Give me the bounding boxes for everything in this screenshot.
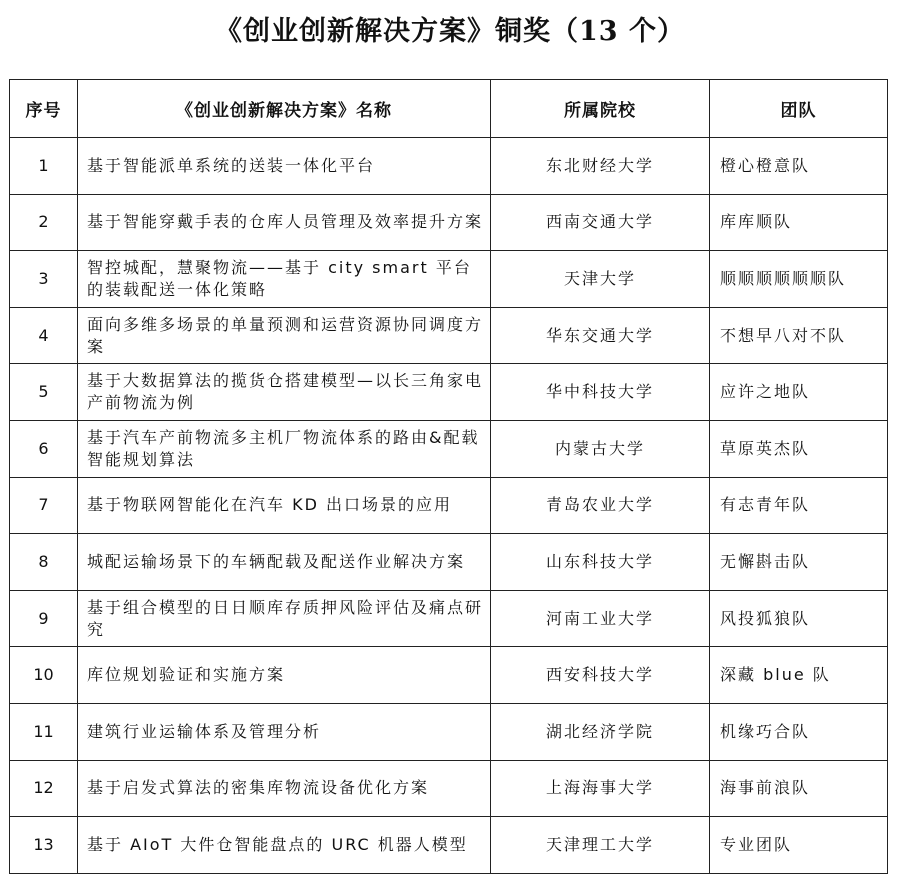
row-team: 有志青年队 — [710, 477, 888, 534]
table-header-row — [10, 80, 888, 138]
table-row — [10, 534, 888, 591]
row-team: 橙心橙意队 — [710, 138, 888, 195]
row-index: 6 — [10, 420, 78, 477]
row-team: 草原英杰队 — [710, 420, 888, 477]
row-solution-name: 基于汽车产前物流多主机厂物流体系的路由&配载智能规划算法 — [78, 420, 491, 477]
row-solution-name: 基于智能派单系统的送装一体化平台 — [78, 138, 491, 195]
table-row — [10, 590, 888, 647]
row-team: 专业团队 — [710, 817, 888, 874]
row-solution-name: 基于组合模型的日日顺库存质押风险评估及痛点研究 — [78, 590, 491, 647]
row-team: 不想早八对不队 — [710, 307, 888, 364]
row-solution-name: 智控城配，慧聚物流——基于 city smart 平台的装载配送一体化策略 — [78, 251, 491, 308]
header-index: 序号 — [10, 80, 78, 138]
row-index: 7 — [10, 477, 78, 534]
row-school: 华东交通大学 — [491, 307, 710, 364]
row-school: 湖北经济学院 — [491, 703, 710, 760]
table-row — [10, 703, 888, 760]
row-solution-name: 基于物联网智能化在汽车 KD 出口场景的应用 — [78, 477, 491, 534]
row-index: 8 — [10, 534, 78, 591]
row-school: 天津大学 — [491, 251, 710, 308]
row-team: 深藏 blue 队 — [710, 647, 888, 704]
row-school: 华中科技大学 — [491, 364, 710, 421]
table-row — [10, 817, 888, 874]
row-team: 海事前浪队 — [710, 760, 888, 817]
row-solution-name: 建筑行业运输体系及管理分析 — [78, 703, 491, 760]
row-index: 3 — [10, 251, 78, 308]
header-team: 团队 — [710, 80, 888, 138]
row-solution-name: 基于大数据算法的揽货仓搭建模型—以长三角家电产前物流为例 — [78, 364, 491, 421]
table-row — [10, 307, 888, 364]
header-school: 所属院校 — [491, 80, 710, 138]
row-team: 库库顺队 — [710, 194, 888, 251]
table-row — [10, 364, 888, 421]
row-solution-name: 面向多维多场景的单量预测和运营资源协同调度方案 — [78, 307, 491, 364]
row-index: 10 — [10, 647, 78, 704]
row-team: 无懈斟击队 — [710, 534, 888, 591]
row-solution-name: 城配运输场景下的车辆配载及配送作业解决方案 — [78, 534, 491, 591]
row-index: 4 — [10, 307, 78, 364]
row-index: 1 — [10, 138, 78, 195]
row-school: 河南工业大学 — [491, 590, 710, 647]
row-school: 内蒙古大学 — [491, 420, 710, 477]
bronze-award-table — [9, 79, 888, 874]
row-index: 11 — [10, 703, 78, 760]
row-index: 13 — [10, 817, 78, 874]
row-school: 青岛农业大学 — [491, 477, 710, 534]
row-solution-name: 基于启发式算法的密集库物流设备优化方案 — [78, 760, 491, 817]
row-school: 东北财经大学 — [491, 138, 710, 195]
row-school: 西南交通大学 — [491, 194, 710, 251]
row-team: 顺顺顺顺顺顺队 — [710, 251, 888, 308]
row-school: 西安科技大学 — [491, 647, 710, 704]
table-row — [10, 194, 888, 251]
row-index: 9 — [10, 590, 78, 647]
table-row — [10, 760, 888, 817]
table-row — [10, 420, 888, 477]
row-solution-name: 基于智能穿戴手表的仓库人员管理及效率提升方案 — [78, 194, 491, 251]
row-index: 5 — [10, 364, 78, 421]
row-index: 2 — [10, 194, 78, 251]
row-school: 上海海事大学 — [491, 760, 710, 817]
row-school: 天津理工大学 — [491, 817, 710, 874]
row-team: 风投狐狼队 — [710, 590, 888, 647]
row-index: 12 — [10, 760, 78, 817]
row-team: 机缘巧合队 — [710, 703, 888, 760]
table-row — [10, 251, 888, 308]
table-row — [10, 477, 888, 534]
row-solution-name: 库位规划验证和实施方案 — [78, 647, 491, 704]
table-row — [10, 647, 888, 704]
row-solution-name: 基于 AIoT 大件仓智能盘点的 URC 机器人模型 — [78, 817, 491, 874]
row-school: 山东科技大学 — [491, 534, 710, 591]
page-title: 《创业创新解决方案》铜奖（13 个） — [215, 16, 685, 47]
table-row — [10, 138, 888, 195]
header-solution-name: 《创业创新解决方案》名称 — [78, 80, 491, 138]
row-team: 应许之地队 — [710, 364, 888, 421]
